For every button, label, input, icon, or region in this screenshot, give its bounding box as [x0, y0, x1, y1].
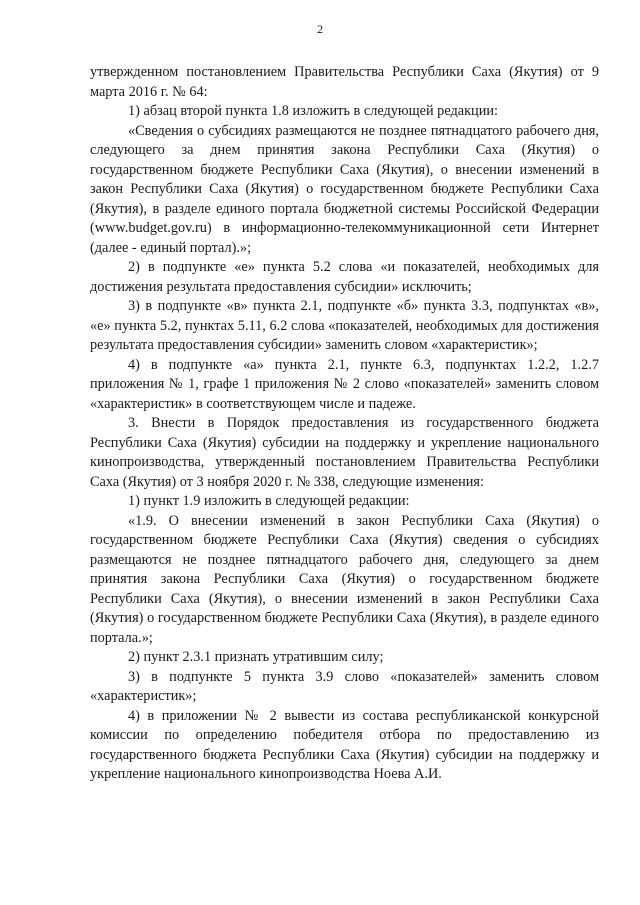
page-number: 2	[317, 22, 323, 36]
paragraph: 4) в приложении № 2 вывести из состава республиканской конкурсной комиссии по определению победителя отбора по предоставлению из государственного бюджета Республики Саха (Якутия) субсидии на поддержку и укрепление национального кинопроизводства Ноева А.И.	[90, 707, 599, 782]
paragraph: 3) в подпункте 5 пункта 3.9 слово «показателей» заменить словом «характеристик»;	[90, 668, 599, 704]
paragraph: утвержденном постановлением Правительства Республики Саха (Якутия) от 9 марта 2016 г. № 64:	[90, 64, 599, 100]
paragraph: 2) в подпункте «е» пункта 5.2 слова «и показателей, необходимых для достижения результата предоставления субсидии» исключить;	[90, 259, 599, 295]
paragraph: 1) пункт 1.9 изложить в следующей редакции:	[128, 493, 410, 509]
paragraph: 3. Внести в Порядок предоставления из государственного бюджета Республики Саха (Якутия) субсидии на поддержку и укрепление национального кинопроизводства, утвержденный постановлением Правительства Республики Саха (Якутия) от 3 ноября 2020 г. № 338, следующие изменения:	[90, 415, 599, 490]
paragraph: 2) пункт 2.3.1 признать утратившим силу;	[128, 649, 384, 665]
document-body	[90, 63, 599, 785]
paragraph: 4) в подпункте «а» пункта 2.1, пункте 6.3, подпунктах 1.2.2, 1.2.7 приложения № 1, графе 1 приложения № 2 слово «показателей» заменить словом «характеристик» в соответствующем числе и падеже.	[90, 356, 599, 412]
paragraph: 3) в подпункте «в» пункта 2.1, подпункте «б» пункта 3.3, подпунктах «в», «е» пункта 5.2, пунктах 5.11, 6.2 слова «показателей, необходимых для достижения результата предоставления субсидии» заменить словом «характеристик»;	[90, 298, 599, 353]
paragraph: «Сведения о субсидиях размещаются не позднее пятнадцатого рабочего дня, следующего за днем принятия закона Республики Саха (Якутия) о государственном бюджете Республики Саха (Якутия), о внесении изменений в закон Республики Саха (Якутия) о государственном бюджете Республики Саха (Якутия), в разделе единого портала бюджетной системы Российской Федерации (www.budget.gov.ru) в информационно-телекоммуникационной сети Интернет (далее - единый портал).»;	[90, 122, 599, 256]
paragraph: «1.9. О внесении изменений в закон Республики Саха (Якутия) о государственном бюджете Республики Саха (Якутия) сведения о субсидиях размещаются не позднее пятнадцатого рабочего дня, следующего за днем принятия закона Республики Саха (Якутия) о государственном бюджете Республики Саха (Якутия), о внесении изменений в закон Республики Саха (Якутия) о государственном бюджете Республики Саха (Якутия), в разделе единого портала.»;	[90, 512, 599, 646]
paragraph: 1) абзац второй пункта 1.8 изложить в следующей редакции:	[128, 103, 498, 119]
